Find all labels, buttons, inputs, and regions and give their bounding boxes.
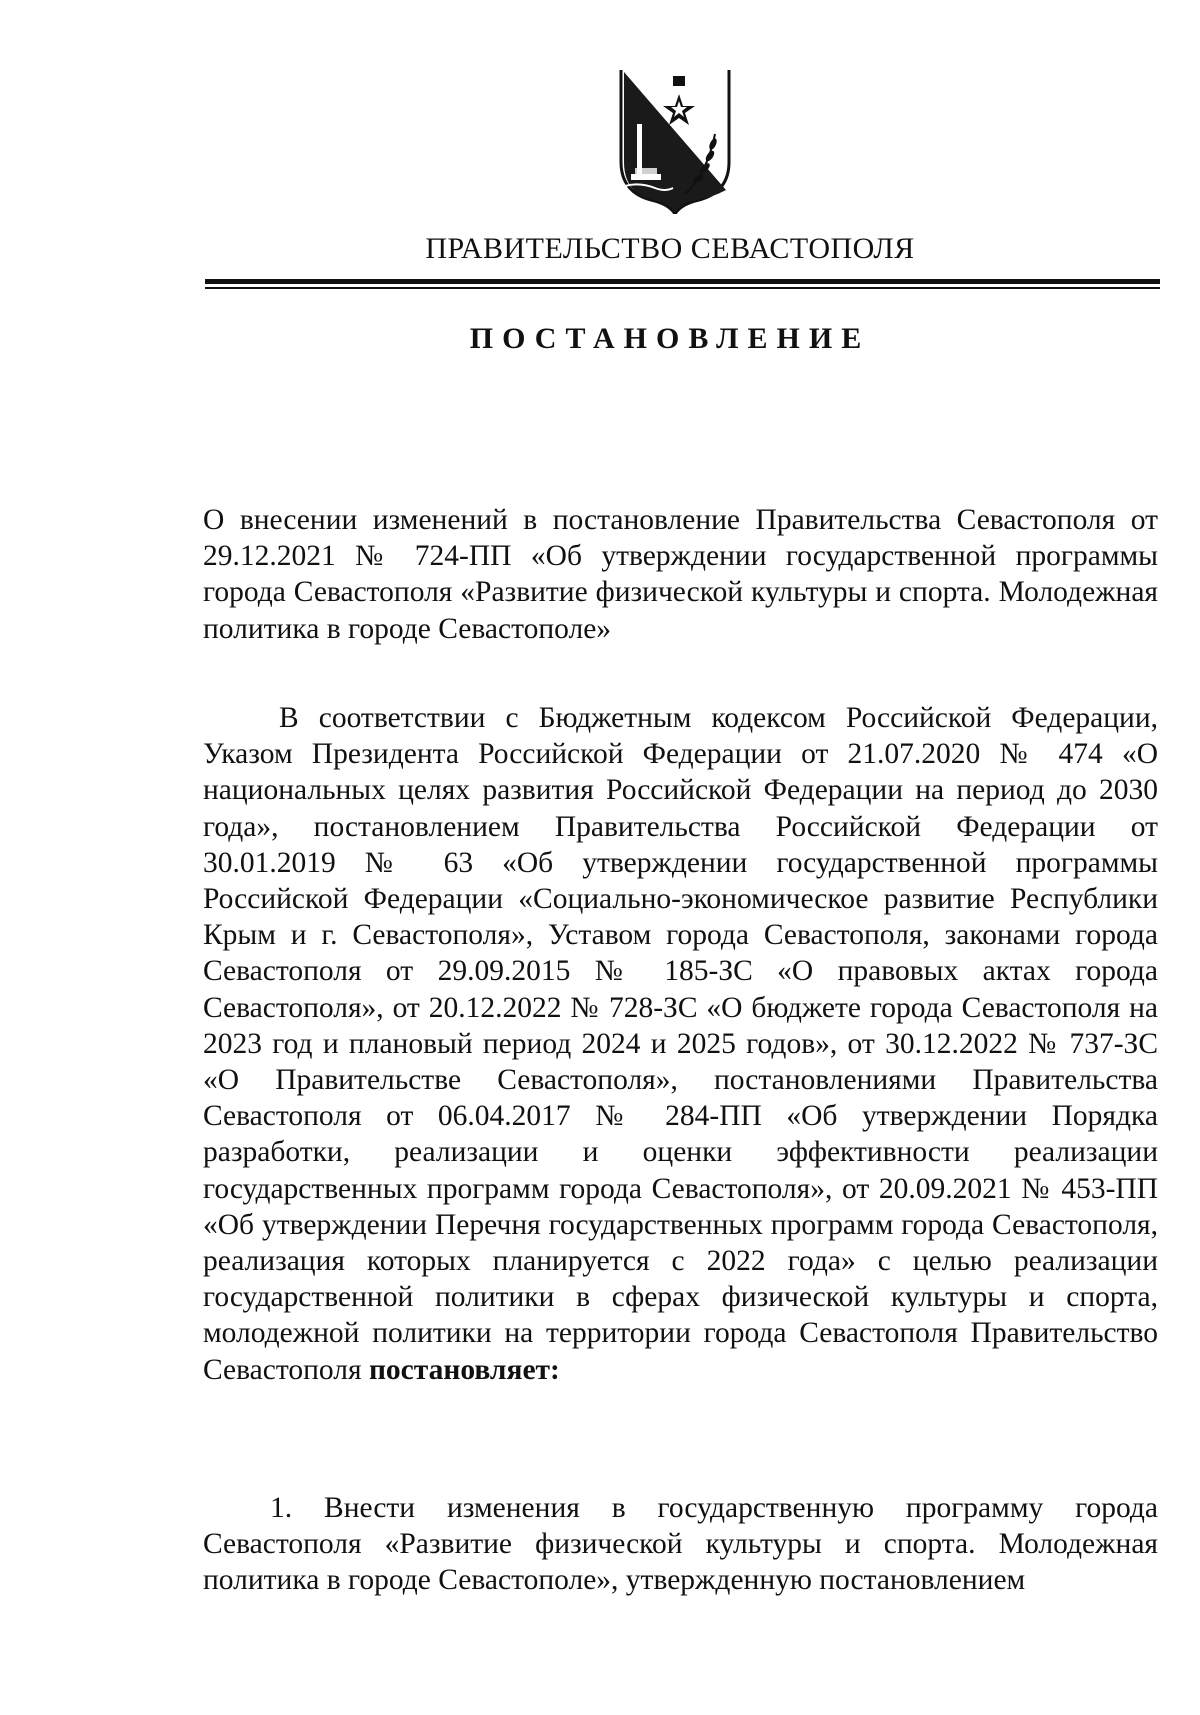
organization-title: ПРАВИТЕЛЬСТВО СЕВАСТОПОЛЯ (425, 232, 915, 265)
document-type: ПОСТАНОВЛЕНИЕ (469, 322, 871, 355)
coat-of-arms-icon (615, 64, 745, 214)
preamble-text: В соответствии с Бюджетным кодексом Российской Федерации, Указом Президента Российской Федерации от 21.07.2020 № 474 «О национальных целях развития Российской Федерации на период до 2030 года», постановлением Правительства Российской Федерации от 30.01.2019 № 63 «Об утверждении государственной программы Российской Федерации «Социально-экономическое развитие Республики Крым и г. Севастополя», Уставом города Севастополя, законами города Севастополя от 29.09.2015 № 185-ЗС «О правовых актах города Севастополя», от 20.12.2022 № 728-ЗС «О бюджете города Севастополя на 2023 год и плановый период 2024 и 2025 годов», от 30.12.2022 № 737-ЗС «О Правительстве Севастополя», постановлениями Правительства Севастополя от 06.04.2017 № 284-ПП «Об утверждении Порядка разработки, реализации и оценки эффективности реализации государственных программ города Севастополя», от 20.09.2021 № 453-ПП «Об утверждении Перечня государственных программ города Севастополя, реализация которых планируется с 2022 года» с целью реализации государственной политики в сферах физической культуры и спорта, молодежной политики на территории города Севастополя Правительство Севастополя (203, 702, 1158, 1386)
header-rule-thin (205, 287, 1160, 289)
header-rule-thick (205, 279, 1160, 284)
decree-word: постановляет: (368, 1353, 560, 1386)
preamble-paragraph (203, 700, 1158, 1388)
document-subject: О внесении изменений в постановление Правительства Севастополя от 29.12.2021 № 724-ПП «Об утверждении государственной программы города Севастополя «Развитие физической культуры и спорта. Молодежная политика в городе Севастополе» (203, 504, 1158, 645)
list-item: 1. Внести изменения в государственную программу города Севастополя «Развитие физической культуры и спорта. Молодежная политика в городе Севастополе», утвержденную постановлением (203, 1492, 1158, 1597)
